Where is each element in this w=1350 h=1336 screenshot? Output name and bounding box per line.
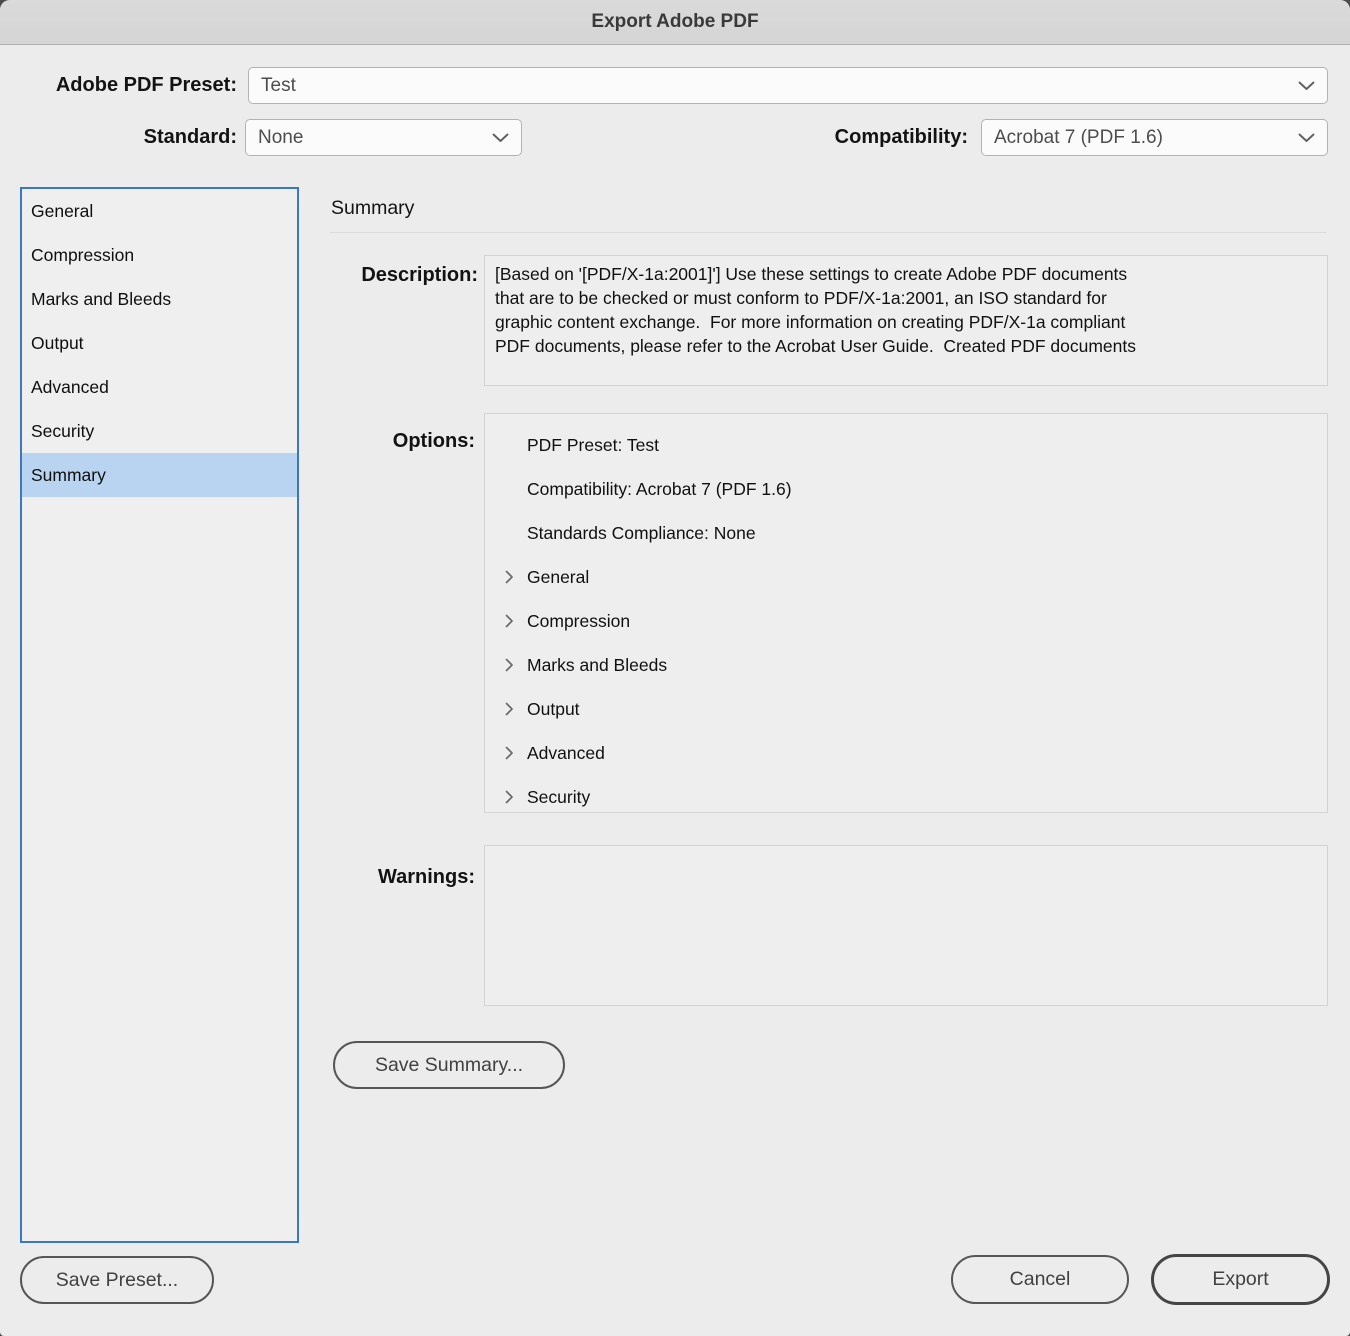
sidebar-item[interactable]: [22, 277, 297, 321]
option-group-row[interactable]: [485, 599, 1327, 643]
option-group-row[interactable]: [485, 643, 1327, 687]
option-value-row: Standards Compliance: None: [527, 522, 756, 543]
options-label: Options:: [392, 430, 475, 452]
chevron-right-icon: [505, 790, 527, 804]
sidebar-item[interactable]: [22, 189, 297, 233]
description-label: Description:: [361, 264, 478, 286]
sidebar-item-label: Output: [31, 332, 84, 353]
options-groups: [485, 555, 1327, 813]
option-group-label: Marks and Bleeds: [527, 654, 668, 675]
panel-title: Summary: [331, 197, 415, 219]
options-values: [485, 423, 1327, 555]
options-box: [484, 413, 1328, 813]
description-line: graphic content exchange. For more information on creating PDF/X-1a compliant: [495, 312, 1126, 332]
cancel-button[interactable]: Cancel: [951, 1255, 1129, 1304]
preset-dropdown[interactable]: [248, 67, 1328, 104]
sidebar-item[interactable]: [22, 409, 297, 453]
option-group-label: Output: [527, 698, 580, 719]
chevron-down-icon: [1298, 133, 1315, 143]
description-line: that are to be checked or must conform to PDF/X-1a:2001, an ISO standard for: [495, 288, 1107, 308]
sidebar-item[interactable]: [22, 233, 297, 277]
chevron-right-icon: [505, 658, 527, 672]
standard-value: None: [258, 126, 304, 148]
chevron-right-icon: [505, 746, 527, 760]
sidebar-item-label: Marks and Bleeds: [31, 288, 172, 309]
compatibility-value: Acrobat 7 (PDF 1.6): [994, 126, 1163, 148]
sidebar-item-label: General: [31, 200, 94, 221]
settings-section-list: [20, 187, 299, 1243]
option-group-row[interactable]: [485, 555, 1327, 599]
save-preset-button[interactable]: Save Preset...: [20, 1256, 214, 1304]
standard-dropdown[interactable]: [245, 119, 522, 156]
chevron-right-icon: [505, 702, 527, 716]
description-line: [Based on '[PDF/X-1a:2001]'] Use these settings to create Adobe PDF documents: [495, 264, 1128, 284]
sidebar-item-label: Compression: [31, 244, 135, 265]
window-title: Export Adobe PDF: [591, 11, 759, 32]
option-group-label: Advanced: [527, 742, 605, 763]
standard-label: Standard:: [143, 126, 237, 148]
option-group-row[interactable]: [485, 775, 1327, 813]
sidebar-item[interactable]: [22, 365, 297, 409]
warnings-box: [484, 845, 1328, 1006]
chevron-right-icon: [505, 570, 527, 584]
sidebar-item[interactable]: [22, 453, 297, 497]
description-line: PDF documents, please refer to the Acrobat User Guide. Created PDF documents: [495, 336, 1136, 356]
sidebar-item[interactable]: [22, 321, 297, 365]
chevron-down-icon: [1298, 81, 1315, 91]
compatibility-dropdown[interactable]: [981, 119, 1328, 156]
option-value-row: PDF Preset: Test: [527, 434, 659, 455]
sidebar-item-label: Advanced: [31, 376, 109, 397]
titlebar[interactable]: [0, 0, 1350, 45]
description-box: [484, 255, 1328, 386]
option-group-row[interactable]: [485, 731, 1327, 775]
sidebar-item-label: Security: [31, 420, 95, 441]
preset-label: Adobe PDF Preset:: [55, 74, 237, 96]
option-group-row[interactable]: [485, 687, 1327, 731]
sidebar-item-label: Summary: [31, 464, 106, 485]
heading-divider: [330, 232, 1327, 233]
option-group-label: Security: [527, 786, 591, 807]
export-button[interactable]: Export: [1151, 1254, 1330, 1305]
chevron-right-icon: [505, 614, 527, 628]
save-summary-button[interactable]: Save Summary...: [333, 1041, 565, 1089]
warnings-label: Warnings:: [377, 866, 475, 888]
compatibility-label: Compatibility:: [834, 126, 968, 148]
option-group-label: Compression: [527, 610, 631, 631]
preset-value: Test: [261, 74, 296, 96]
option-value-row: Compatibility: Acrobat 7 (PDF 1.6): [527, 478, 792, 499]
chevron-down-icon: [492, 133, 509, 143]
option-group-label: General: [527, 566, 590, 587]
